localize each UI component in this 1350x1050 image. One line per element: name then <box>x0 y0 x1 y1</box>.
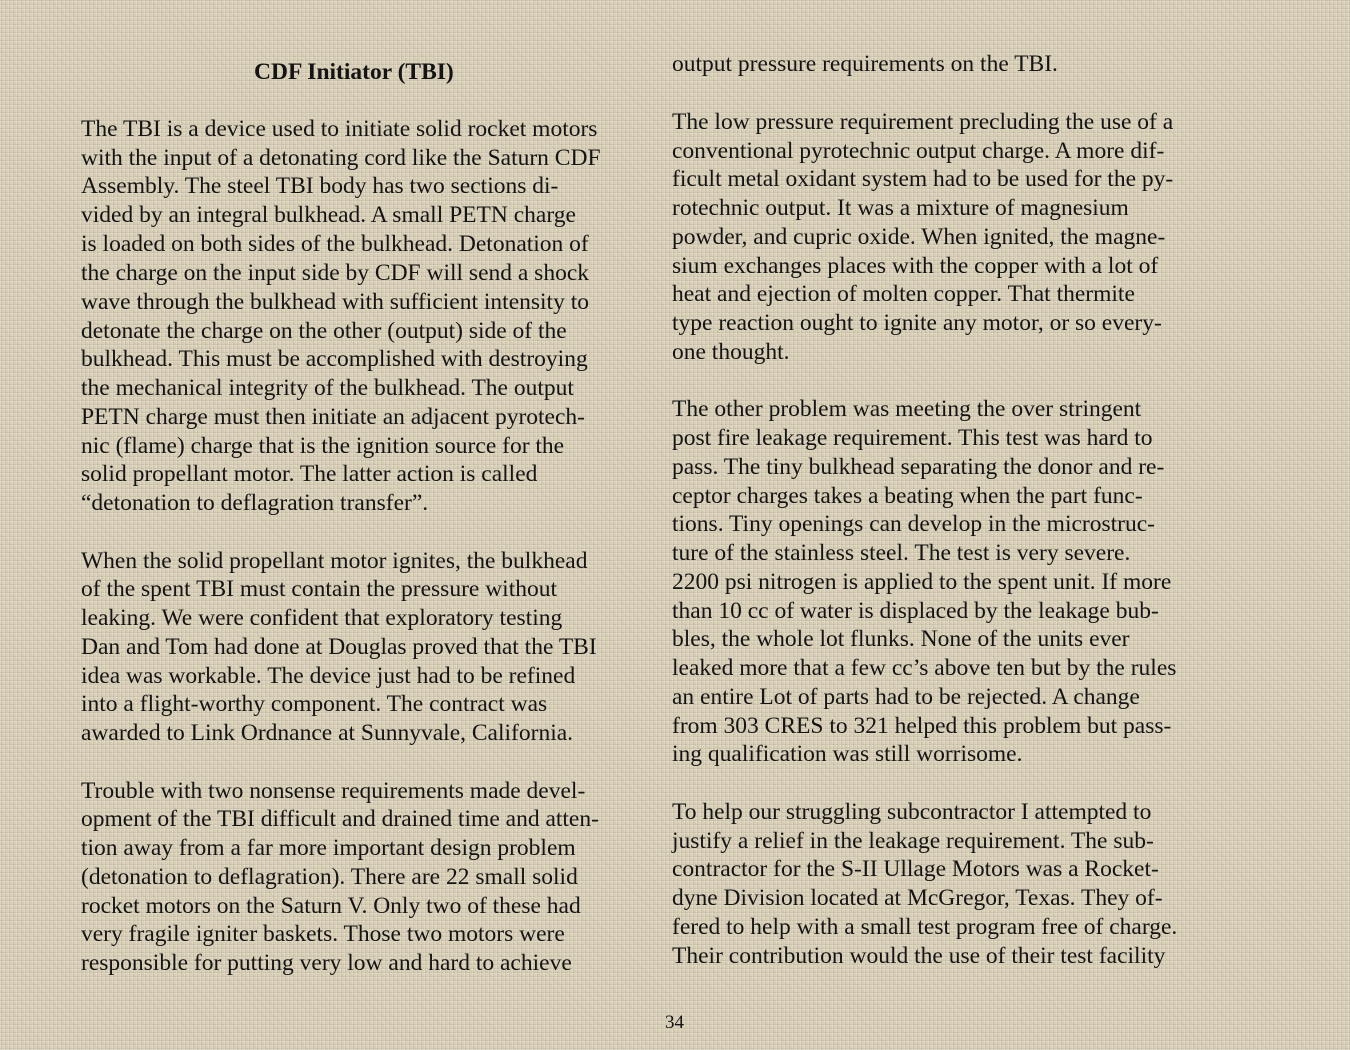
section-title: CDF Initiator (TBI) <box>254 59 454 85</box>
text-line: The low pressure requirement precluding the use of a <box>672 109 1174 135</box>
text-line: idea was workable. The device just had to be refined <box>81 663 576 689</box>
text-line: ture of the stainless steel. The test is very severe. <box>672 540 1131 566</box>
text-line: Trouble with two nonsense requirements made devel- <box>81 778 586 804</box>
text-line: post fire leakage requirement. This test was hard to <box>672 425 1153 451</box>
text-line: nic (flame) charge that is the ignition source for the <box>81 433 565 459</box>
text-line: powder, and cupric oxide. When ignited, the magne- <box>672 224 1166 250</box>
text-line: (detonation to deflagration). There are 22 small solid <box>81 864 578 890</box>
text-line: the charge on the input side by CDF will send a shock <box>81 260 590 286</box>
text-line: leaking. We were confident that exploratory testing <box>81 605 563 631</box>
text-line: an entire Lot of parts had to be rejected. A change <box>672 684 1140 710</box>
text-line: The other problem was meeting the over stringent <box>672 396 1142 422</box>
text-line: detonate the charge on the other (output) side of the <box>81 318 567 344</box>
text-line: rotechnic output. It was a mixture of magnesium <box>672 195 1129 221</box>
text-line: pass. The tiny bulkhead separating the donor and re- <box>672 454 1165 480</box>
text-line: ing qualification was still worrisome. <box>672 741 1023 767</box>
text-line: of the spent TBI must contain the pressure without <box>81 576 558 602</box>
text-line: Their contribution would the use of their test facility <box>672 943 1166 969</box>
text-line: The TBI is a device used to initiate solid rocket motors <box>81 116 598 142</box>
text-line: PETN charge must then initiate an adjacent pyrotech- <box>81 404 585 430</box>
text-line: ceptor charges takes a beating when the part func- <box>672 483 1143 509</box>
text-line: tions. Tiny openings can develop in the microstruc- <box>672 511 1156 537</box>
text-line: into a flight-worthy component. The contract was <box>81 691 548 717</box>
page-number: 34 <box>665 1012 684 1033</box>
text-line: 2200 psi nitrogen is applied to the spent unit. If more <box>672 569 1172 595</box>
text-line: the mechanical integrity of the bulkhead. The output <box>81 375 574 401</box>
text-line: sium exchanges places with the copper with a lot of <box>672 253 1159 279</box>
text-line: heat and ejection of molten copper. That thermite <box>672 281 1135 307</box>
text-line: dyne Division located at McGregor, Texas. They of- <box>672 885 1163 911</box>
text-line: ficult metal oxidant system had to be used for the py- <box>672 166 1174 192</box>
text-line: To help our struggling subcontractor I attempted to <box>672 799 1152 825</box>
text-line: bles, the whole lot flunks. None of the units ever <box>672 626 1130 652</box>
text-line: rocket motors on the Saturn V. Only two of these had <box>81 893 581 919</box>
text-line: contractor for the S-II Ullage Motors was a Rocket- <box>672 856 1159 882</box>
text-line: solid propellant motor. The latter action is called <box>81 461 538 487</box>
text-line: very fragile igniter baskets. Those two motors were <box>81 921 565 947</box>
text-line: fered to help with a small test program free of charge. <box>672 914 1178 940</box>
text-line: responsible for putting very low and hard to achieve <box>81 950 572 976</box>
text-line: vided by an integral bulkhead. A small PETN charge <box>81 202 576 228</box>
text-line: tion away from a far more important design problem <box>81 835 576 861</box>
text-line: opment of the TBI difficult and drained time and atten- <box>81 806 599 832</box>
text-line: from 303 CRES to 321 helped this problem but pass- <box>672 713 1172 739</box>
text-line: type reaction ought to ignite any motor, or so every- <box>672 310 1162 336</box>
text-line: justify a relief in the leakage requirement. The sub- <box>672 828 1154 854</box>
text-line: than 10 cc of water is displaced by the leakage bub- <box>672 598 1159 624</box>
text-line: Dan and Tom had done at Douglas proved that the TBI <box>81 634 597 660</box>
text-line: with the input of a detonating cord like the Saturn CDF <box>81 145 601 171</box>
text-line: output pressure requirements on the TBI. <box>672 51 1058 77</box>
text-line: awarded to Link Ordnance at Sunnyvale, California. <box>81 720 574 746</box>
text-line: is loaded on both sides of the bulkhead. Detonation of <box>81 231 589 257</box>
text-line: one thought. <box>672 339 790 365</box>
text-line: wave through the bulkhead with sufficient intensity to <box>81 289 589 315</box>
text-line: Assembly. The steel TBI body has two sections di- <box>81 173 559 199</box>
text-line: “detonation to deflagration transfer”. <box>81 490 429 516</box>
text-line: conventional pyrotechnic output charge. A more dif- <box>672 138 1165 164</box>
text-line: leaked more that a few cc’s above ten but by the rules <box>672 655 1177 681</box>
text-line: bulkhead. This must be accomplished with destroying <box>81 346 588 372</box>
text-line: When the solid propellant motor ignites, the bulkhead <box>81 548 588 574</box>
